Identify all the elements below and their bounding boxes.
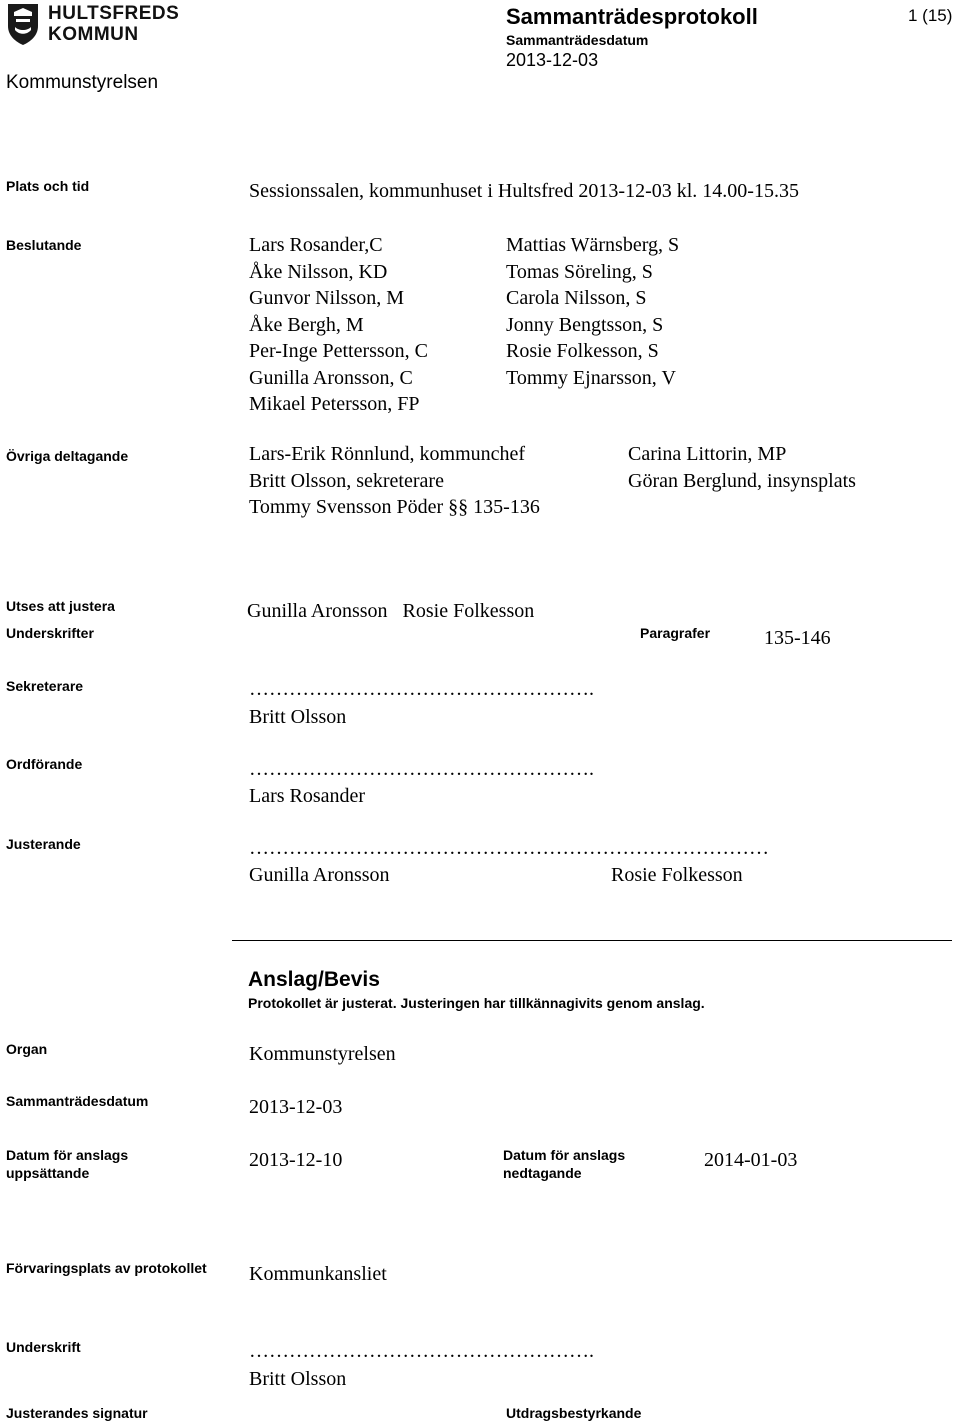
ovriga-list-1 bbox=[249, 441, 540, 521]
justera-value: Gunilla Aronsson Rosie Folkesson bbox=[247, 600, 535, 622]
participant-name: Göran Berglund, insynsplats bbox=[628, 469, 856, 492]
member-name: Carola Nilsson, S bbox=[506, 287, 647, 309]
meeting-date: 2013-12-03 bbox=[506, 50, 599, 70]
member-name: Tommy Ejnarsson, V bbox=[506, 366, 676, 389]
sekreterare-label: Sekreterare bbox=[6, 678, 84, 694]
organ-value: Kommunstyrelsen bbox=[249, 1043, 396, 1065]
sekreterare-name: Britt Olsson bbox=[249, 706, 347, 728]
member-name: Åke Nilsson, KD bbox=[249, 260, 388, 283]
justerande-name-2: Rosie Folkesson bbox=[611, 864, 743, 886]
uppsattande-label: Datum för anslags uppsättande bbox=[6, 1147, 129, 1181]
member-name: Mikael Petersson, FP bbox=[249, 393, 420, 415]
plats-value: Sessionssalen, kommunhuset i Hultsfred 2013-12-03 kl. 14.00-15.35 bbox=[249, 180, 799, 202]
forvaring-value: Kommunkansliet bbox=[249, 1263, 387, 1285]
participant-name: Carina Littorin, MP bbox=[628, 443, 787, 465]
member-name: Mattias Wärnsberg, S bbox=[506, 234, 680, 256]
forvaring-label: Förvaringsplats av protokollet bbox=[6, 1260, 207, 1276]
section-divider bbox=[232, 940, 952, 941]
participant-name: Lars-Erik Rönnlund, kommunchef bbox=[249, 443, 526, 465]
beslutande-list-2 bbox=[506, 232, 679, 391]
member-name: Jonny Bengtsson, S bbox=[506, 313, 664, 336]
member-name: Lars Rosander,C bbox=[249, 234, 383, 256]
department-name: Kommunstyrelsen bbox=[6, 72, 159, 93]
municipal-crest-icon bbox=[6, 2, 40, 46]
beslutande-list-1 bbox=[249, 232, 428, 418]
beslutande-label: Beslutande bbox=[6, 237, 82, 253]
ordforande-name: Lars Rosander bbox=[249, 785, 366, 807]
nedtagande-value: 2014-01-03 bbox=[704, 1149, 798, 1171]
member-name: Åke Bergh, M bbox=[249, 313, 364, 336]
underskrift-signature-line: ……………………………………………. bbox=[249, 1340, 594, 1362]
anslag-datum-value: 2013-12-03 bbox=[249, 1096, 343, 1118]
sekreterare-signature-line: ……………………………………………. bbox=[249, 678, 594, 700]
ordforande-signature-line: ……………………………………………. bbox=[249, 758, 594, 780]
footer-justerandes-signatur: Justerandes signatur bbox=[6, 1405, 148, 1421]
organ-label: Organ bbox=[6, 1041, 48, 1057]
footer-utdragsbestyrkande: Utdragsbestyrkande bbox=[506, 1405, 642, 1421]
hultsfred-logo bbox=[6, 2, 186, 46]
justera-label: Utses att justera bbox=[6, 598, 115, 614]
member-name: Per-Inge Pettersson, C bbox=[249, 340, 429, 362]
ovriga-label: Övriga deltagande bbox=[6, 448, 129, 464]
justerande-name-1: Gunilla Aronsson bbox=[249, 864, 390, 886]
page-number: 1 (15) bbox=[908, 6, 953, 25]
underskrift-name: Britt Olsson bbox=[249, 1368, 347, 1390]
paragrafer-label: Paragrafer bbox=[640, 625, 711, 641]
logo-wordmark: HULTSFREDS KOMMUN bbox=[48, 3, 180, 45]
ovriga-list-2 bbox=[628, 441, 856, 494]
paragrafer-value: 135-146 bbox=[764, 627, 831, 649]
anslag-heading: Anslag/Bevis bbox=[248, 968, 380, 991]
justerande-label: Justerande bbox=[6, 836, 81, 852]
plats-label: Plats och tid bbox=[6, 178, 90, 194]
meeting-date-label: Sammanträdesdatum bbox=[506, 32, 649, 48]
member-name: Gunvor Nilsson, M bbox=[249, 287, 405, 309]
anslag-subtitle: Protokollet är justerat. Justeringen har tillkännagivits genom anslag. bbox=[248, 995, 705, 1011]
participant-name: Britt Olsson, sekreterare bbox=[249, 469, 444, 492]
member-name: Gunilla Aronsson, C bbox=[249, 366, 413, 389]
justerande-signature-line: …………………………………………………………………… bbox=[249, 837, 769, 859]
member-name: Rosie Folkesson, S bbox=[506, 340, 659, 362]
uppsattande-value: 2013-12-10 bbox=[249, 1149, 343, 1171]
member-name: Tomas Söreling, S bbox=[506, 260, 653, 283]
ordforande-label: Ordförande bbox=[6, 756, 83, 772]
anslag-datum-label: Sammanträdesdatum bbox=[6, 1093, 149, 1109]
underskrift-label: Underskrift bbox=[6, 1339, 81, 1355]
participant-name: Tommy Svensson Pöder §§ 135-136 bbox=[249, 496, 540, 518]
document-title: Sammanträdesprotokoll bbox=[506, 4, 758, 29]
nedtagande-label: Datum för anslags nedtagande bbox=[503, 1147, 626, 1181]
underskrifter-label: Underskrifter bbox=[6, 625, 94, 641]
